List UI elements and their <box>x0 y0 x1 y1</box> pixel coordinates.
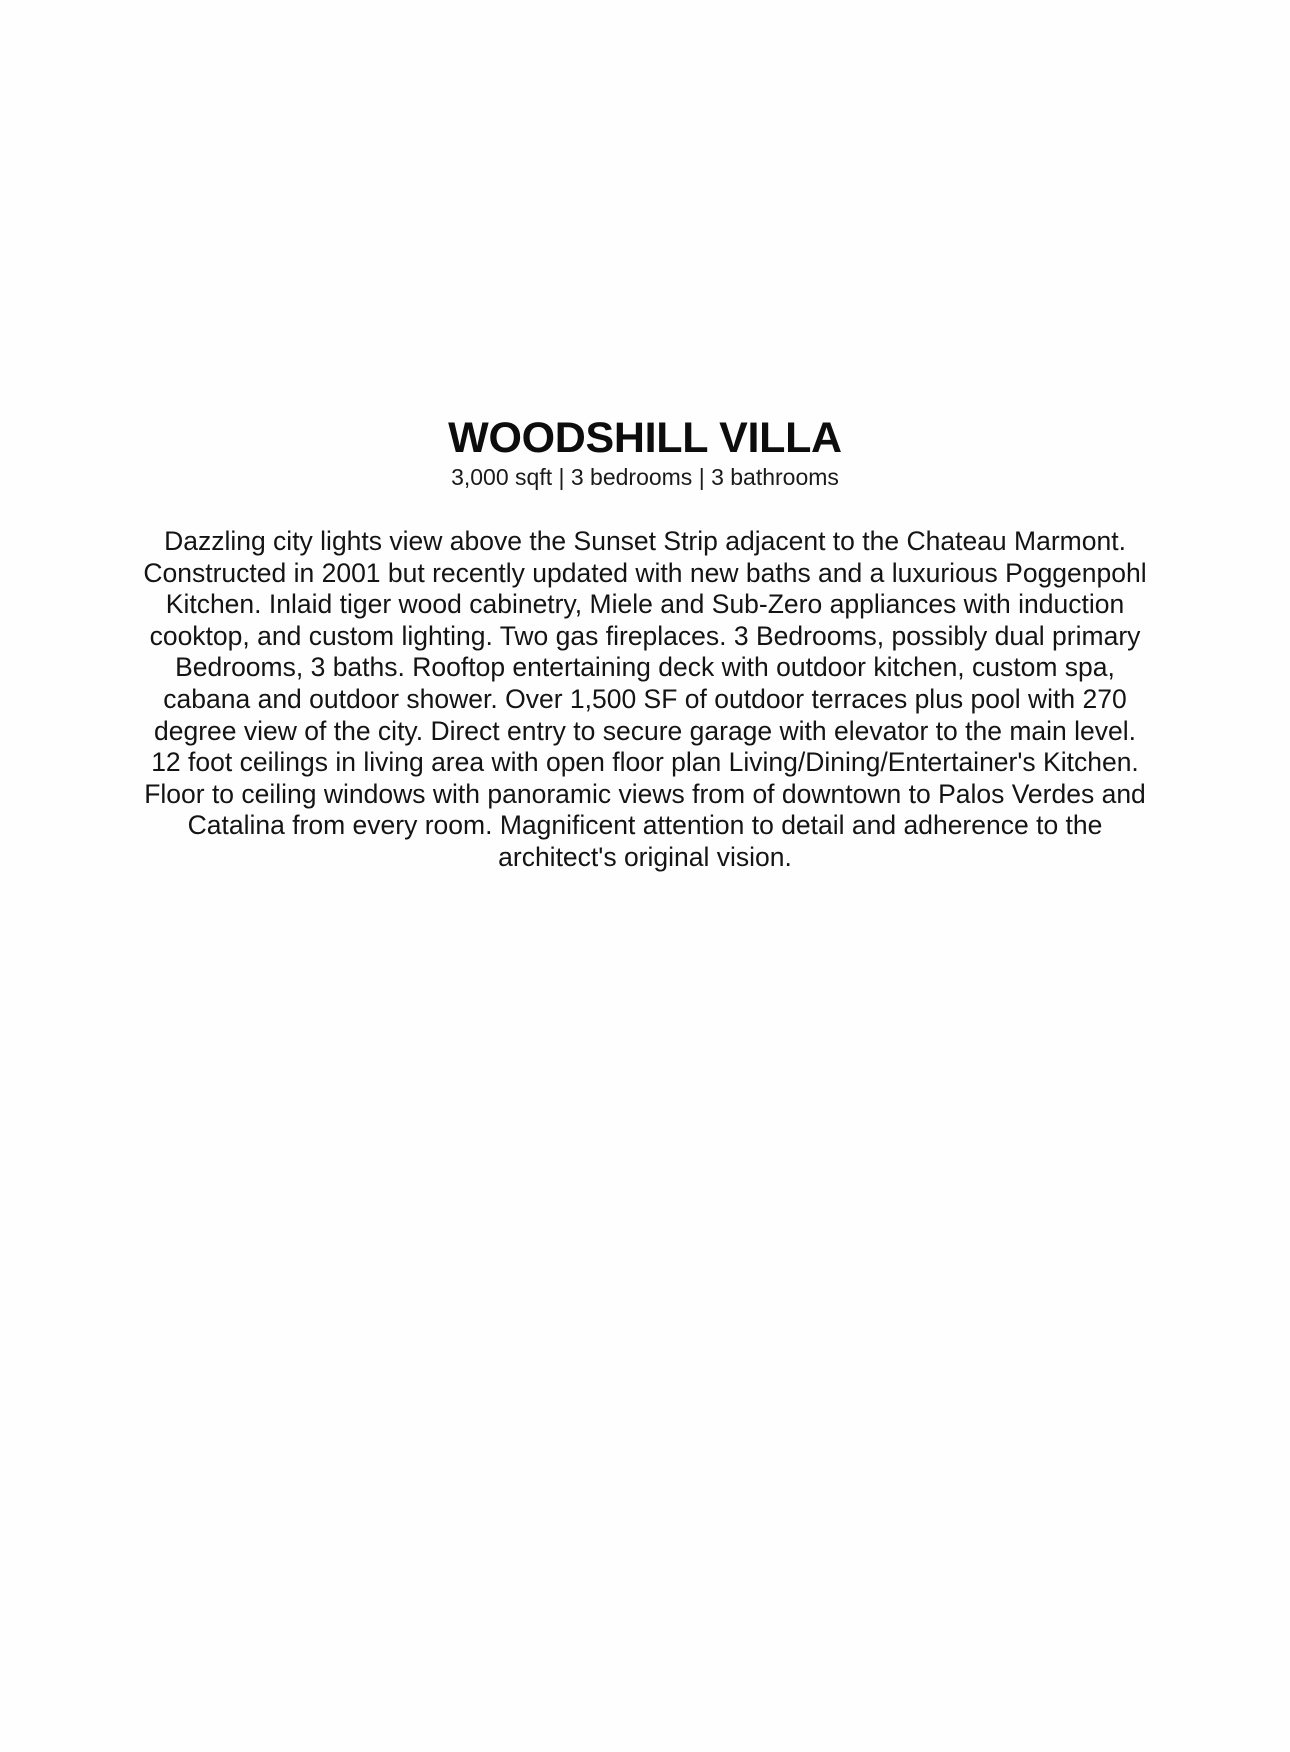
listing-description: Dazzling city lights view above the Sunset Strip adjacent to the Chateau Marmont. Constructed in 2001 but recently updated with new baths and a luxurious Poggenpohl Kitchen. Inlaid tiger wood cabinetry, Miele and Sub-Zero appliances with induction cooktop, and custom lighting. Two gas fireplaces. 3 Bedrooms, possibly dual primary Bedrooms, 3 baths. Rooftop entertaining deck with outdoor kitchen, custom spa, cabana and outdoor shower. Over 1,500 SF of outdoor terraces plus pool with 270 degree view of the city. Direct entry to secure garage with elevator to the main level. 12 foot ceilings in living area with open floor plan Living/Dining/Entertainer's Kitchen. Floor to ceiling windows with panoramic views from of downtown to Palos Verdes and Catalina from every room. Magnificent attention to detail and adherence to the architect's original vision. <box>143 526 1147 872</box>
listing-stats: 3,000 sqft | 3 bedrooms | 3 bathrooms <box>451 464 839 490</box>
listing-title: WOODSHILL VILLA <box>448 414 842 462</box>
